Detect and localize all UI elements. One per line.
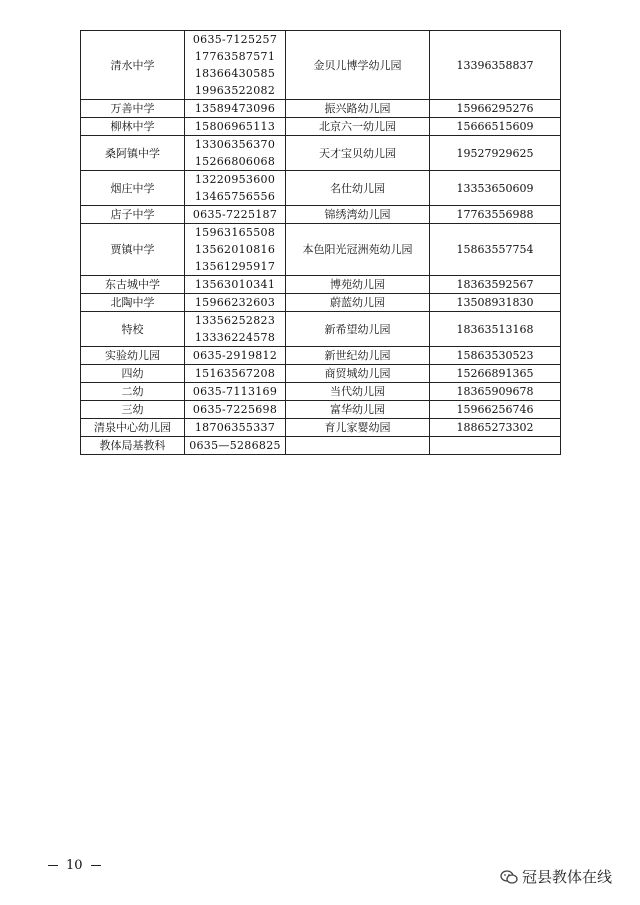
school-name-cell: 清泉中心幼儿园: [81, 419, 185, 437]
school-name-cell: 柳林中学: [81, 118, 185, 136]
school-name-cell: 特校: [81, 312, 185, 347]
kindergarten-name-cell: 当代幼儿园: [286, 383, 430, 401]
kindergarten-phone-cell: 15966256746: [430, 401, 561, 419]
school-name-cell: 万善中学: [81, 100, 185, 118]
school-phone: 18706355337: [194, 421, 276, 434]
kindergarten-name-cell: 名仕幼儿园: [286, 171, 430, 206]
dash-left: [48, 865, 58, 866]
school-phone: 13561295917: [194, 260, 276, 273]
table-row: [81, 136, 561, 171]
school-name-cell: 烟庄中学: [81, 171, 185, 206]
dash-right: [91, 865, 101, 866]
school-phone: 13306356370: [194, 138, 276, 151]
table-row: [81, 100, 561, 118]
table-row: [81, 276, 561, 294]
school-phone-cell: [185, 118, 286, 136]
table-row: [81, 31, 561, 100]
school-phone: 17763587571: [194, 50, 276, 63]
school-phone: 18366430585: [194, 67, 276, 80]
table-row: [81, 206, 561, 224]
school-name-cell: 桑阿镇中学: [81, 136, 185, 171]
watermark-text: 冠县教体在线: [522, 868, 613, 886]
kindergarten-name-cell: [286, 437, 430, 455]
school-name-cell: 二幼: [81, 383, 185, 401]
school-phone: 15966232603: [194, 296, 276, 309]
kindergarten-phone-cell: 17763556988: [430, 206, 561, 224]
school-phone: 15963165508: [194, 226, 276, 239]
table-row: [81, 171, 561, 206]
school-phone: 13336224578: [194, 331, 276, 344]
school-phone: 13465756556: [194, 190, 276, 203]
school-name-cell: 清水中学: [81, 31, 185, 100]
table-row: [81, 365, 561, 383]
school-name-cell: 贾镇中学: [81, 224, 185, 276]
kindergarten-phone-cell: 15863557754: [430, 224, 561, 276]
kindergarten-name-cell: 振兴路幼儿园: [286, 100, 430, 118]
school-phone: 0635-2919812: [192, 349, 278, 362]
school-phone: 0635-7225187: [192, 208, 278, 221]
table-row: [81, 224, 561, 276]
kindergarten-name-cell: 锦绣湾幼儿园: [286, 206, 430, 224]
school-phone-cell: [185, 136, 286, 171]
school-phone-cell: [185, 419, 286, 437]
school-phone-cell: [185, 276, 286, 294]
school-phone: 15806965113: [194, 120, 276, 133]
kindergarten-phone-cell: 19527929625: [430, 136, 561, 171]
school-name-cell: 教体局基教科: [81, 437, 185, 455]
kindergarten-phone-cell: 18363592567: [430, 276, 561, 294]
wechat-icon: [500, 869, 518, 885]
school-phone: 0635-7113169: [192, 385, 278, 398]
kindergarten-name-cell: 育儿家婴幼园: [286, 419, 430, 437]
school-phone-cell: [185, 312, 286, 347]
kindergarten-phone-cell: 18365909678: [430, 383, 561, 401]
school-phone: 0635—5286825: [189, 439, 281, 452]
kindergarten-name-cell: 北京六一幼儿园: [286, 118, 430, 136]
school-name-cell: 四幼: [81, 365, 185, 383]
school-phone: 13220953600: [194, 173, 276, 186]
table-row: [81, 294, 561, 312]
school-phone-cell: [185, 437, 286, 455]
school-phone-cell: [185, 383, 286, 401]
kindergarten-phone-cell: [430, 437, 561, 455]
kindergarten-phone-cell: 15666515609: [430, 118, 561, 136]
school-name-cell: 北陶中学: [81, 294, 185, 312]
school-name-cell: 三幼: [81, 401, 185, 419]
school-phone-cell: [185, 31, 286, 100]
school-phone-cell: [185, 401, 286, 419]
school-phone-cell: [185, 224, 286, 276]
school-phone: 15163567208: [194, 367, 276, 380]
kindergarten-phone-cell: 13353650609: [430, 171, 561, 206]
table-row: [81, 312, 561, 347]
kindergarten-phone-cell: 15966295276: [430, 100, 561, 118]
school-phone: 13589473096: [194, 102, 276, 115]
school-phone-cell: [185, 171, 286, 206]
school-phone: 15266806068: [194, 155, 276, 168]
wechat-watermark: [500, 866, 612, 887]
kindergarten-phone-cell: 13508931830: [430, 294, 561, 312]
kindergarten-name-cell: 本色阳光冠洲苑幼儿园: [286, 224, 430, 276]
school-phone: 19963522082: [194, 84, 276, 97]
kindergarten-name-cell: 新希望幼儿园: [286, 312, 430, 347]
page-number: 10: [66, 858, 83, 873]
kindergarten-phone-cell: 15863530523: [430, 347, 561, 365]
table-row: [81, 419, 561, 437]
kindergarten-name-cell: 博苑幼儿园: [286, 276, 430, 294]
school-name-cell: 东古城中学: [81, 276, 185, 294]
school-phone: 0635-7225698: [192, 403, 278, 416]
kindergarten-phone-cell: 18363513168: [430, 312, 561, 347]
contact-table-body: [81, 31, 561, 455]
school-phone: 0635-7125257: [192, 33, 278, 46]
kindergarten-name-cell: 新世纪幼儿园: [286, 347, 430, 365]
kindergarten-name-cell: 蔚蓝幼儿园: [286, 294, 430, 312]
school-phone: 13356252823: [194, 314, 276, 327]
school-phone-cell: [185, 294, 286, 312]
school-phone-cell: [185, 100, 286, 118]
kindergarten-phone-cell: 15266891365: [430, 365, 561, 383]
kindergarten-name-cell: 商贸城幼儿园: [286, 365, 430, 383]
table-row: [81, 401, 561, 419]
school-phone: 13562010816: [194, 243, 276, 256]
kindergarten-name-cell: 富华幼儿园: [286, 401, 430, 419]
kindergarten-name-cell: 金贝儿博学幼儿园: [286, 31, 430, 100]
kindergarten-phone-cell: 13396358837: [430, 31, 561, 100]
table-row: [81, 383, 561, 401]
page-number-footer: [40, 858, 109, 873]
school-name-cell: 实验幼儿园: [81, 347, 185, 365]
table-row: [81, 347, 561, 365]
school-phone-cell: [185, 365, 286, 383]
school-name-cell: 店子中学: [81, 206, 185, 224]
school-phone-cell: [185, 347, 286, 365]
table-row: [81, 118, 561, 136]
table-row: [81, 437, 561, 455]
contact-table: [80, 30, 561, 455]
kindergarten-phone-cell: 18865273302: [430, 419, 561, 437]
school-phone: 13563010341: [194, 278, 276, 291]
kindergarten-name-cell: 天才宝贝幼儿园: [286, 136, 430, 171]
school-phone-cell: [185, 206, 286, 224]
